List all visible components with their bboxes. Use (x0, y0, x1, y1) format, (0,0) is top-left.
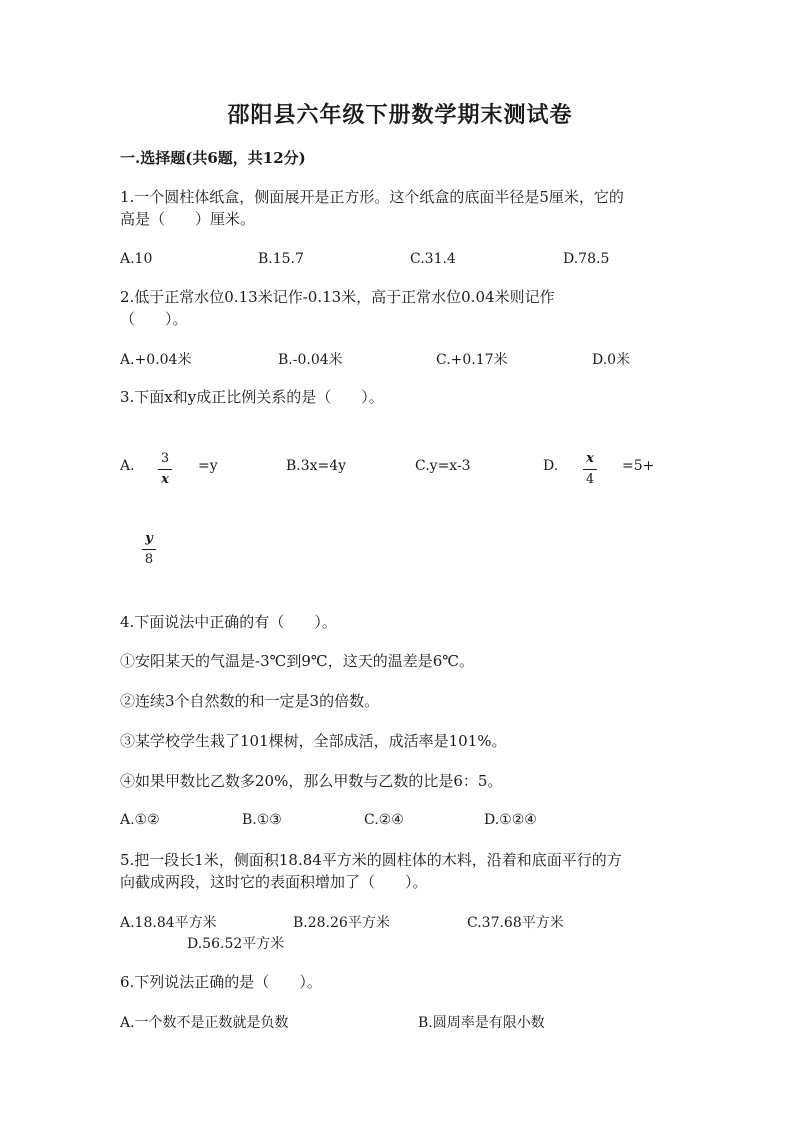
q5-option-a[interactable]: A.18.84平方米 (120, 915, 217, 931)
q3-option-d-fraction-2 (142, 532, 156, 567)
q6-option-a[interactable]: A.一个数不是正数就是负数 (120, 1015, 289, 1031)
q3-option-d-tail: =5+ (622, 458, 655, 474)
q1-option-a[interactable]: A.10 (120, 251, 153, 267)
q4-option-d[interactable]: D.①②④ (484, 812, 537, 828)
fraction-bar (158, 469, 172, 470)
fraction-denominator: 8 (144, 552, 154, 567)
q4-statement: ③某学校学生栽了101棵树，全部成活，成活率是101%。 (120, 732, 507, 750)
fraction-denominator: x (161, 472, 169, 487)
q1-option-b[interactable]: B.15.7 (258, 251, 304, 267)
question-4-text: 4.下面说法中正确的有（ ）。 (120, 613, 337, 631)
q3-option-b[interactable]: B.3x=4y (286, 458, 347, 474)
q4-option-c[interactable]: C.②④ (364, 812, 404, 828)
q3-option-d[interactable] (543, 458, 558, 474)
fraction-numerator: y (145, 531, 153, 546)
fraction-bar (583, 469, 597, 470)
fraction-numerator: x (586, 451, 594, 466)
question-1-line-2: 高是（ ）厘米。 (120, 210, 256, 228)
q3-option-a[interactable] (120, 458, 135, 474)
q2-option-a[interactable]: A.+0.04米 (120, 352, 192, 368)
q4-statement: ④如果甲数比乙数多20%，那么甲数与乙数的比是6：5。 (120, 772, 503, 790)
fraction-denominator: 4 (585, 472, 595, 487)
q4-option-a[interactable]: A.①② (120, 812, 160, 828)
q6-option-b[interactable]: B.圆周率是有限小数 (418, 1015, 545, 1031)
fraction-numerator: 3 (160, 451, 170, 466)
q3-option-a-fraction (158, 452, 172, 487)
question-6-text: 6.下列说法正确的是（ ）。 (120, 973, 322, 991)
q5-option-b[interactable]: B.28.26平方米 (293, 915, 390, 931)
section-heading: 一.选择题(共6题，共12分) (120, 149, 306, 167)
page-title: 邵阳县六年级下册数学期末测试卷 (227, 102, 573, 128)
question-5-line-1: 5.把一段长1米，侧面积18.84平方米的圆柱体的木料，沿着和底面平行的方 (120, 851, 622, 869)
q2-option-c[interactable]: C.+0.17米 (436, 352, 508, 368)
fraction-bar (142, 549, 156, 550)
q1-option-d[interactable]: D.78.5 (563, 251, 610, 267)
q3-option-a-label: A. (120, 458, 135, 474)
question-2-line-2: （ ）。 (120, 310, 188, 328)
q3-option-d-label: D. (543, 458, 559, 474)
q2-option-b[interactable]: B.-0.04米 (278, 352, 343, 368)
question-5-line-2: 向截成两段，这时它的表面积增加了（ ）。 (120, 873, 428, 891)
question-1-line-1: 1.一个圆柱体纸盒，侧面展开是正方形。这个纸盒的底面半径是5厘米，它的 (120, 188, 624, 206)
q1-option-c[interactable]: C.31.4 (410, 251, 456, 267)
question-2-line-1: 2.低于正常水位0.13米记作-0.13米，高于正常水位0.04米则记作 (120, 288, 555, 306)
q4-option-b[interactable]: B.①③ (242, 812, 282, 828)
q4-statement: ②连续3个自然数的和一定是3的倍数。 (120, 692, 380, 710)
question-3-text: 3.下面x和y成正比例关系的是（ ）。 (120, 388, 384, 406)
q2-option-d[interactable]: D.0米 (592, 352, 631, 368)
q5-option-d[interactable]: D.56.52平方米 (187, 936, 285, 952)
q5-option-c[interactable]: C.37.68平方米 (467, 915, 564, 931)
q4-statement: ①安阳某天的气温是-3℃到9℃，这天的温差是6℃。 (120, 652, 475, 670)
q3-option-a-tail: =y (198, 458, 218, 474)
q3-option-c[interactable]: C.y=x-3 (415, 458, 471, 474)
q3-option-d-fraction (583, 452, 597, 487)
